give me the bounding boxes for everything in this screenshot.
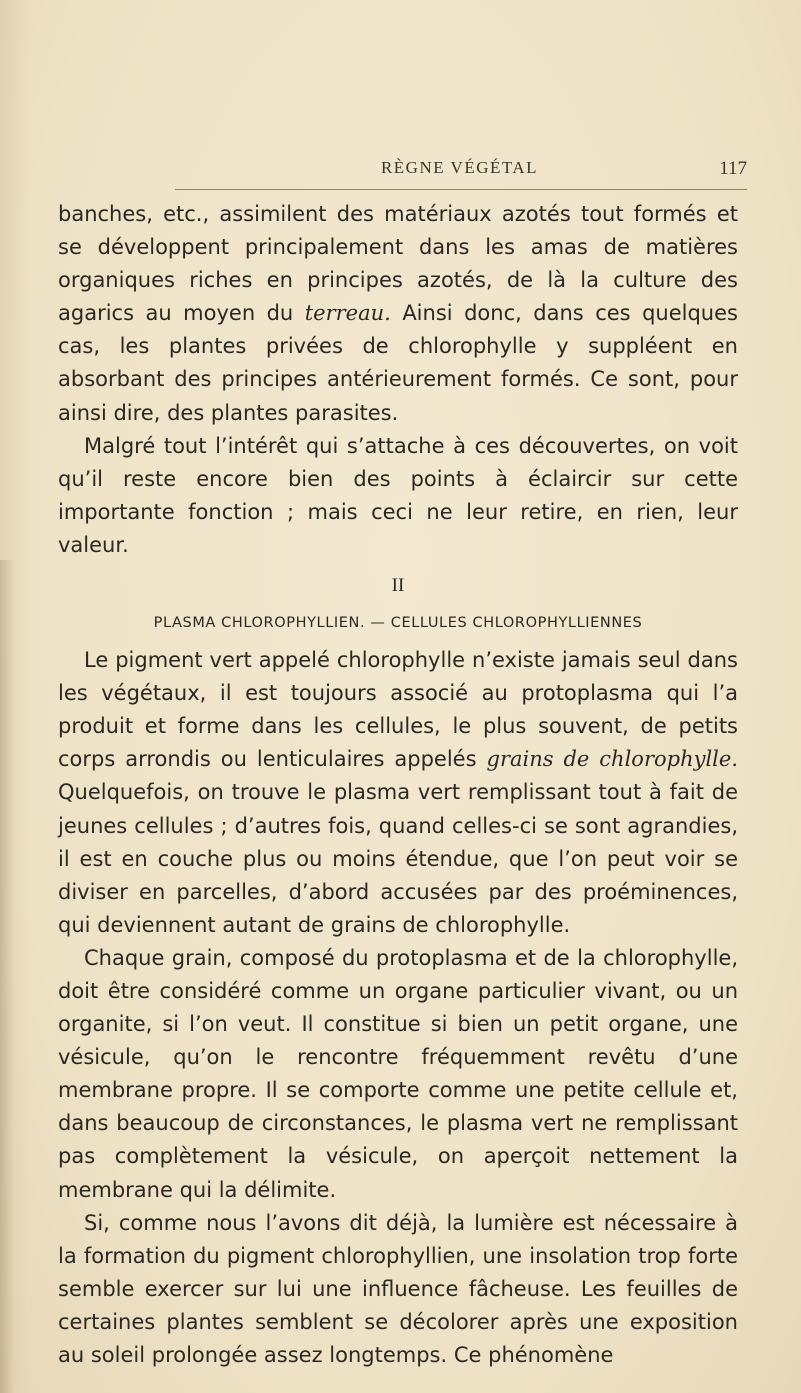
header-rule — [175, 189, 747, 190]
section-title: PLASMA CHLOROPHYLLIEN. — CELLULES CHLOROPHYLLIENNES — [153, 615, 643, 632]
paragraph-3-text: Le pigment vert appelé chlorophylle n’existe jamais seul dans les végétaux, il est toujours associé au protoplasma qui l’a produit et forme dans les cellules, le plus souvent, de petits corps arrondis ou lenticulaires appelés — [58, 648, 738, 772]
paragraph-1 — [58, 198, 738, 430]
italic-term-grains: grains de chlorophylle. — [486, 747, 738, 772]
running-title: RÈGNE VÉGÉTAL — [380, 158, 539, 177]
italic-term-terreau: terreau. — [304, 301, 391, 326]
body-text — [58, 198, 738, 1372]
page-header — [172, 156, 747, 186]
section-number: II — [391, 575, 405, 597]
paragraph-3 — [58, 644, 738, 942]
paragraph-2: Malgré tout l’intérêt qui s’attache à ces découvertes, on voit qu’il reste encore bien des points à éclaircir sur cette importante fonction ; mais ceci ne leur retire, en rien, leur valeur. — [58, 433, 738, 557]
paragraph-4: Chaque grain, composé du protoplasma et de la chlorophylle, doit être considéré comme un organe particulier vivant, ou un organite, si l’on veut. Il constitue si bien un petit organe, une vésicule, qu’on le rencontre fréquemment revêtu d’une membrane propre. Il se comporte comme une petite cellule et, dans beaucoup de circonstances, le plasma vert ne remplissant pas complètement la vésicule, on aperçoit nettement la membrane qui la délimite. — [58, 945, 738, 1202]
paragraph-3-end: Quelquefois, on trouve le plasma vert remplissant tout à fait de jeunes cellules ; d’autres fois, quand celles-ci se sont agrandies, il est en couche plus ou moins étendue, que l’on peut voir se diviser en parcelles, d’abord accusées par des proéminences, qui deviennent autant de grains de chlorophylle. — [58, 780, 738, 937]
paragraph-1-text: banches, etc., assimilent des matériaux azotés tout formés et se développent principalement dans les amas de matières organiques riches en principes azotés, de là la culture des agarics au moyen du — [58, 202, 738, 326]
paragraph-1-end: Ainsi donc, dans ces quelques cas, les plantes privées de chlorophylle y suppléent en absorbant des principes antérieurement formés. Ce sont, pour ainsi dire, des plantes parasites. — [58, 301, 738, 425]
page-number: 117 — [719, 158, 747, 179]
page-edge-shadow — [0, 560, 14, 1393]
paragraph-5: Si, comme nous l’avons dit déjà, la lumière est nécessaire à la formation du pigment chlorophyllien, une insolation trop forte semble exercer sur lui une influence fâcheuse. Les feuilles de certaines plantes semblent se décolorer après une exposition au soleil prolongée assez longtemps. Ce phénomène — [58, 1210, 738, 1367]
